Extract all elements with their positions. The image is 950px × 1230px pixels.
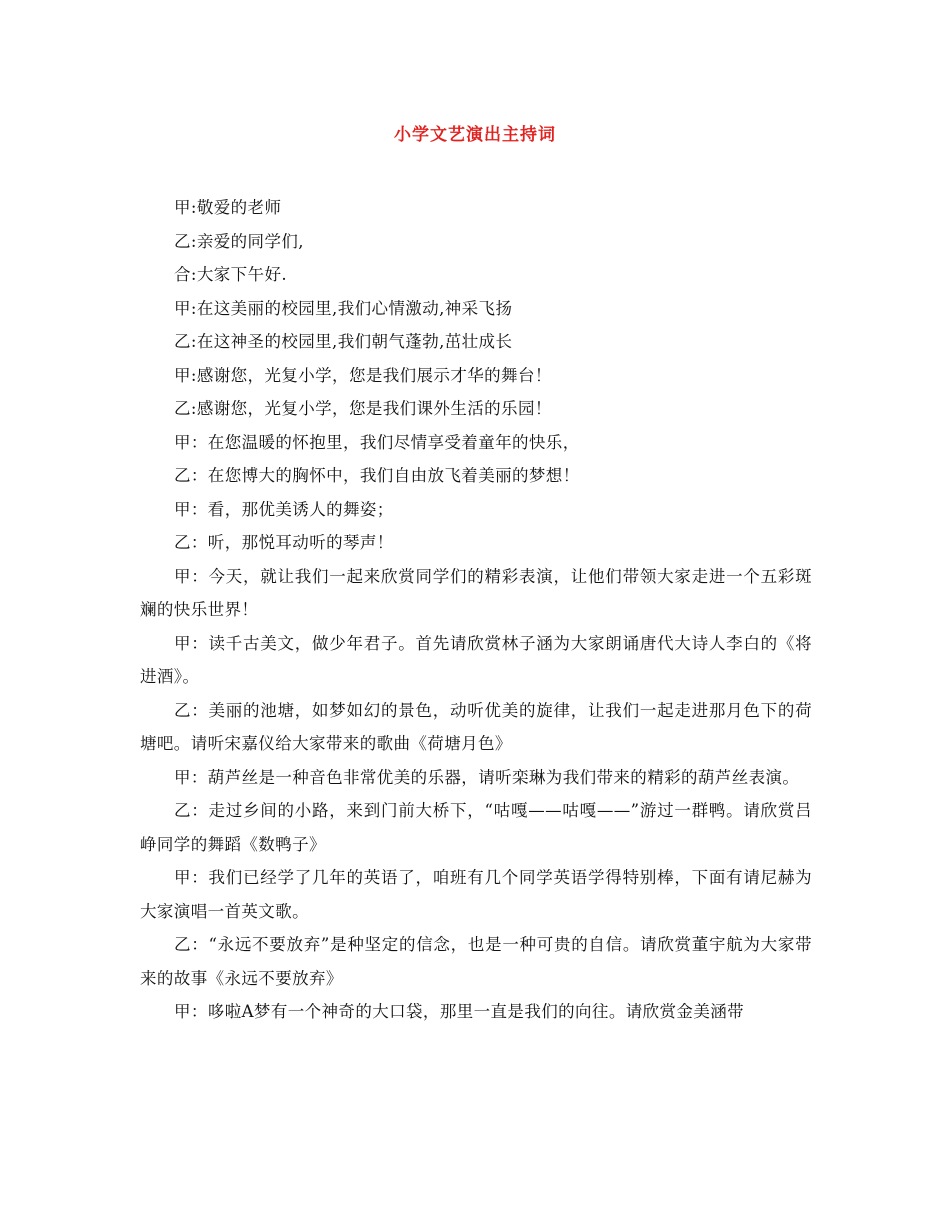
paragraph: 乙:亲爱的同学们, (174, 231, 304, 251)
paragraph: 甲：读千古美文，做少年君子。首先请欣赏林子涵为大家朗诵唐代大诗人李白的《将进酒》。 (140, 633, 812, 686)
paragraph: 乙：“永远不要放弃”是种坚定的信念，也是一种可贵的自信。请欣赏董宇航为大家带来的故事《永远不要放弃》 (140, 935, 812, 988)
paragraph: 甲：我们已经学了几年的英语了，咱班有几个同学英语学得特别棒，下面有请尼赫为大家演唱一首英文歌。 (140, 868, 812, 921)
paragraph: 合:大家下午好. (174, 265, 288, 284)
paragraph: 乙:在这神圣的校园里,我们朝气蓬勃,茁壮成长 (174, 332, 513, 351)
paragraph: 甲：今天，就让我们一起来欣赏同学们的精彩表演，让他们带领大家走进一个五彩斑斓的快乐世界！ (140, 566, 812, 619)
paragraph: 乙：在您博大的胸怀中，我们自由放飞着美丽的梦想！ (174, 466, 580, 485)
paragraph: 甲:感谢您，光复小学，您是我们展示才华的舞台！ (174, 365, 552, 385)
paragraph: 甲：在您温暖的怀抱里，我们尽情享受着童年的快乐， (174, 432, 580, 452)
document-title: 小学文艺演出主持词 (394, 125, 556, 145)
paragraph: 乙：美丽的池塘，如梦如幻的景色，动听优美的旋律，让我们一起走进那月色下的荷塘吧。请听宋嘉仪给大家带来的歌曲《荷塘月色》 (140, 700, 812, 753)
paragraph: 甲:在这美丽的校园里,我们心情激动,神采飞扬 (174, 298, 513, 318)
paragraph: 乙:感谢您，光复小学，您是我们课外生活的乐园！ (174, 399, 552, 418)
paragraph: 甲：哆啦A梦有一个神奇的大口袋，那里一直是我们的向往。请欣赏金美涵带 (174, 1002, 745, 1021)
paragraph: 乙：听，那悦耳动听的琴声！ (174, 533, 394, 552)
paragraph: 乙：走过乡间的小路，来到门前大桥下，“咕嘎——咕嘎——”游过一群鸭。请欣赏吕峥同学的舞蹈《数鸭子》 (140, 801, 812, 854)
document-body (140, 191, 812, 1029)
paragraph: 甲：葫芦丝是一种音色非常优美的乐器，请听栾琳为我们带来的精彩的葫芦丝表演。 (174, 767, 800, 787)
paragraph: 甲：看，那优美诱人的舞姿； (174, 499, 394, 519)
paragraph: 甲:敬爱的老师 (174, 198, 282, 217)
